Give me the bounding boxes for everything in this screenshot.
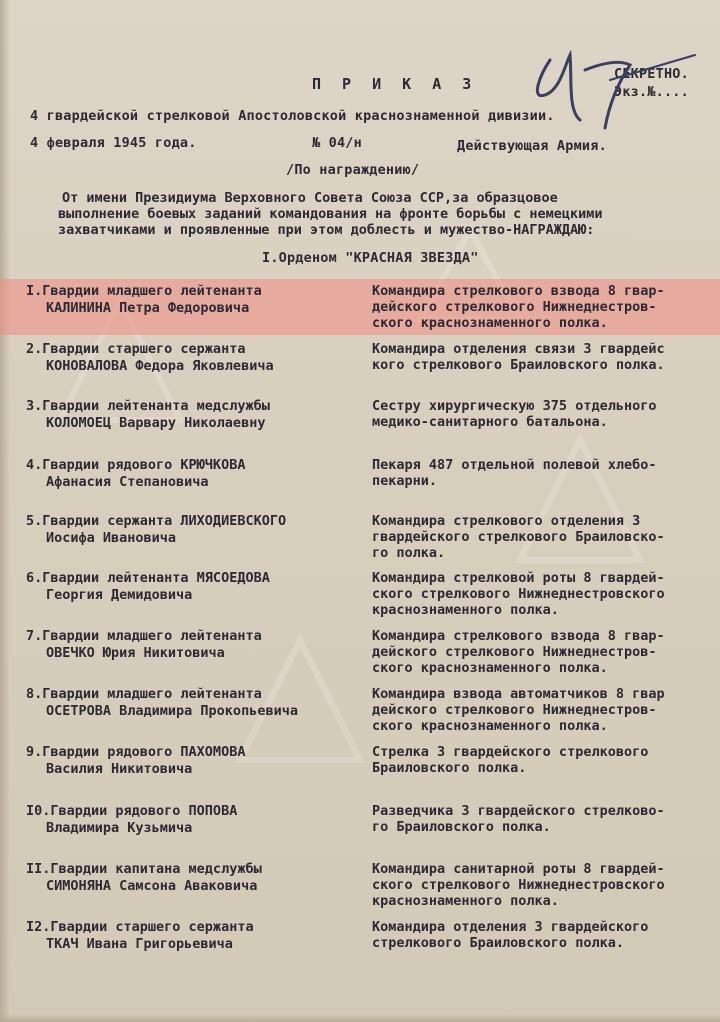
awardee-fullname: ОВЕЧКО Юрия Никитовича bbox=[46, 645, 225, 661]
awardee-fullname: Василия Никитовича bbox=[46, 761, 193, 777]
paper-edge-bottom bbox=[0, 1014, 720, 1022]
position-line: стрелкового Браиловского полка. bbox=[372, 935, 624, 951]
position-line: пекарни. bbox=[372, 473, 438, 489]
position-line: Командира стрелкового взвода 8 гвар- bbox=[372, 628, 665, 644]
position-line: краснознаменного полка. bbox=[372, 602, 559, 618]
awardee-name bbox=[26, 341, 356, 375]
position-line: кого стрелкового Браиловского полка. bbox=[372, 357, 665, 373]
position-line: го полка. bbox=[372, 545, 446, 561]
awardee-rank: 4.Гвардии рядового КРЮЧКОВА bbox=[26, 457, 246, 473]
awardee-rank: I.Гвардии младшего лейтенанта bbox=[26, 283, 262, 299]
position-line: Сестру хирургическую 375 отдельного bbox=[372, 398, 657, 414]
awardee-fullname: Афанасия Степановича bbox=[46, 474, 209, 490]
preamble-line: выполнение боевых заданий командования на фронте борьбы с немецкими bbox=[58, 206, 603, 222]
army-label: Действующая Армия. bbox=[457, 138, 607, 154]
paper-edge-left bbox=[0, 0, 10, 1022]
copy-number: Экз.№.... bbox=[614, 84, 689, 100]
awardee-fullname: ТКАЧ Ивана Григорьевича bbox=[46, 936, 233, 952]
awardee-name bbox=[26, 283, 356, 317]
position-line: Командира стрелкового отделения 3 bbox=[372, 513, 641, 529]
awardee-fullname: СИМОНЯНА Самсона Авакoвича bbox=[46, 878, 258, 894]
order-number: № 04/н bbox=[312, 135, 362, 151]
awardee-rank: 5.Гвардии сержанта ЛИХОДИЕВСКОГО bbox=[26, 513, 287, 529]
position-line: дейского стрелкового Нижнеднестров- bbox=[372, 702, 657, 718]
position-line: го Браиловского полка. bbox=[372, 819, 551, 835]
position-line: гвардейского стрелкового Браиловско- bbox=[372, 529, 665, 545]
awardee-position bbox=[372, 341, 716, 373]
order-heading: I.Орденом "КРАСНАЯ ЗВЕЗДА" bbox=[262, 250, 479, 266]
awardee-fullname: Георгия Демидовича bbox=[46, 587, 193, 603]
position-line: ского стрелкового Нижнеднестровского bbox=[372, 877, 665, 893]
awardee-fullname: Владимира Кузьмича bbox=[46, 820, 193, 836]
position-line: Командира стрелковой роты 8 гвардей- bbox=[372, 570, 665, 586]
position-line: ского краснознаменного полка. bbox=[372, 718, 608, 734]
order-subject: /По награждению/ bbox=[286, 162, 420, 178]
position-line: ского краснознаменного полка. bbox=[372, 660, 608, 676]
preamble-line: От имени Президиума Верховного Совета Союза ССР,за образцовое bbox=[62, 190, 558, 206]
awardee-rank: I2.Гвардии старшего сержанта bbox=[26, 919, 254, 935]
position-line: Командира санитарной роты 8 гвардей- bbox=[372, 861, 665, 877]
awardee-fullname: КОНОВАЛОВА Федора Яковлевича bbox=[46, 358, 274, 374]
secret-mark: СЕКРЕТНО. bbox=[614, 66, 689, 82]
awardee-name bbox=[26, 861, 356, 895]
handwritten-signature bbox=[510, 40, 700, 130]
awardee-rank: 2.Гвардии старшего сержанта bbox=[26, 341, 246, 357]
awardee-position bbox=[372, 398, 716, 430]
awardee-position bbox=[372, 628, 716, 676]
position-line: ского краснознаменного полка. bbox=[372, 315, 608, 331]
awardee-name bbox=[26, 570, 356, 604]
awardee-name bbox=[26, 803, 356, 837]
awardee-rank: II.Гвардии капитана медслужбы bbox=[26, 861, 262, 877]
awardee-position bbox=[372, 803, 716, 835]
awardee-position bbox=[372, 283, 716, 331]
awardee-name bbox=[26, 744, 356, 778]
awardee-position bbox=[372, 744, 716, 776]
awardee-fullname: КОЛОМОЕЦ Варвару Николаевну bbox=[46, 415, 266, 431]
awardee-name bbox=[26, 513, 356, 547]
position-line: ского стрелкового Нижнеднестровского bbox=[372, 586, 665, 602]
awardee-rank: 3.Гвардии лейтенанта медслужбы bbox=[26, 398, 270, 414]
awardee-name bbox=[26, 919, 356, 953]
position-line: Браиловского полка. bbox=[372, 760, 527, 776]
position-line: дейского стрелкового Нижнеднестров- bbox=[372, 299, 657, 315]
awardee-position bbox=[372, 861, 716, 909]
awardee-rank: 6.Гвардии лейтенанта МЯСОЕДОВА bbox=[26, 570, 270, 586]
awardee-fullname: ОСЕТРОВА Владимира Прокопьевича bbox=[46, 703, 298, 719]
document-title: П Р И К А З bbox=[312, 75, 478, 93]
position-line: краснознаменного полка. bbox=[372, 893, 559, 909]
preamble bbox=[58, 190, 702, 238]
awardee-position bbox=[372, 919, 716, 951]
awardee-fullname: Иосифа Ивановича bbox=[46, 530, 177, 546]
position-line: Разведчика 3 гвардейского стрелково- bbox=[372, 803, 665, 819]
awardee-rank: 9.Гвардии рядового ПАХОМОВА bbox=[26, 744, 246, 760]
position-line: Стрелка 3 гвардейского стрелкового bbox=[372, 744, 649, 760]
awardee-name bbox=[26, 457, 356, 491]
order-date: 4 февраля 1945 года. bbox=[30, 135, 197, 151]
position-line: Командира стрелкового взвода 8 гвар- bbox=[372, 283, 665, 299]
awardee-position bbox=[372, 513, 716, 561]
awardee-position bbox=[372, 457, 716, 489]
awardee-position bbox=[372, 686, 716, 734]
position-line: дейского стрелкового Нижнеднестров- bbox=[372, 644, 657, 660]
awardee-fullname: КАЛИНИНА Петра Федоровича bbox=[46, 300, 250, 316]
awardee-rank: I0.Гвардии рядового ПОПОВА bbox=[26, 803, 238, 819]
position-line: Командира взвода автоматчиков 8 гвар bbox=[372, 686, 665, 702]
position-line: Пекаря 487 отдельной полевой хлебо- bbox=[372, 457, 657, 473]
awardee-name bbox=[26, 628, 356, 662]
awardee-name bbox=[26, 398, 356, 432]
position-line: Командира отделения связи 3 гвардейс bbox=[372, 341, 665, 357]
awardee-name bbox=[26, 686, 356, 720]
position-line: Командира отделения 3 гвардейского bbox=[372, 919, 649, 935]
awardee-position bbox=[372, 570, 716, 618]
position-line: медико-санитарного батальона. bbox=[372, 414, 608, 430]
division-name: 4 гвардейской стрелковой Апостоловской краснознаменной дивизии. bbox=[30, 108, 555, 124]
preamble-line: захватчиками и проявленные при этом доблесть и мужество-НАГРАЖДАЮ: bbox=[58, 222, 595, 238]
awardee-rank: 8.Гвардии младшего лейтенанта bbox=[26, 686, 262, 702]
awardee-rank: 7.Гвардии младшего лейтенанта bbox=[26, 628, 262, 644]
